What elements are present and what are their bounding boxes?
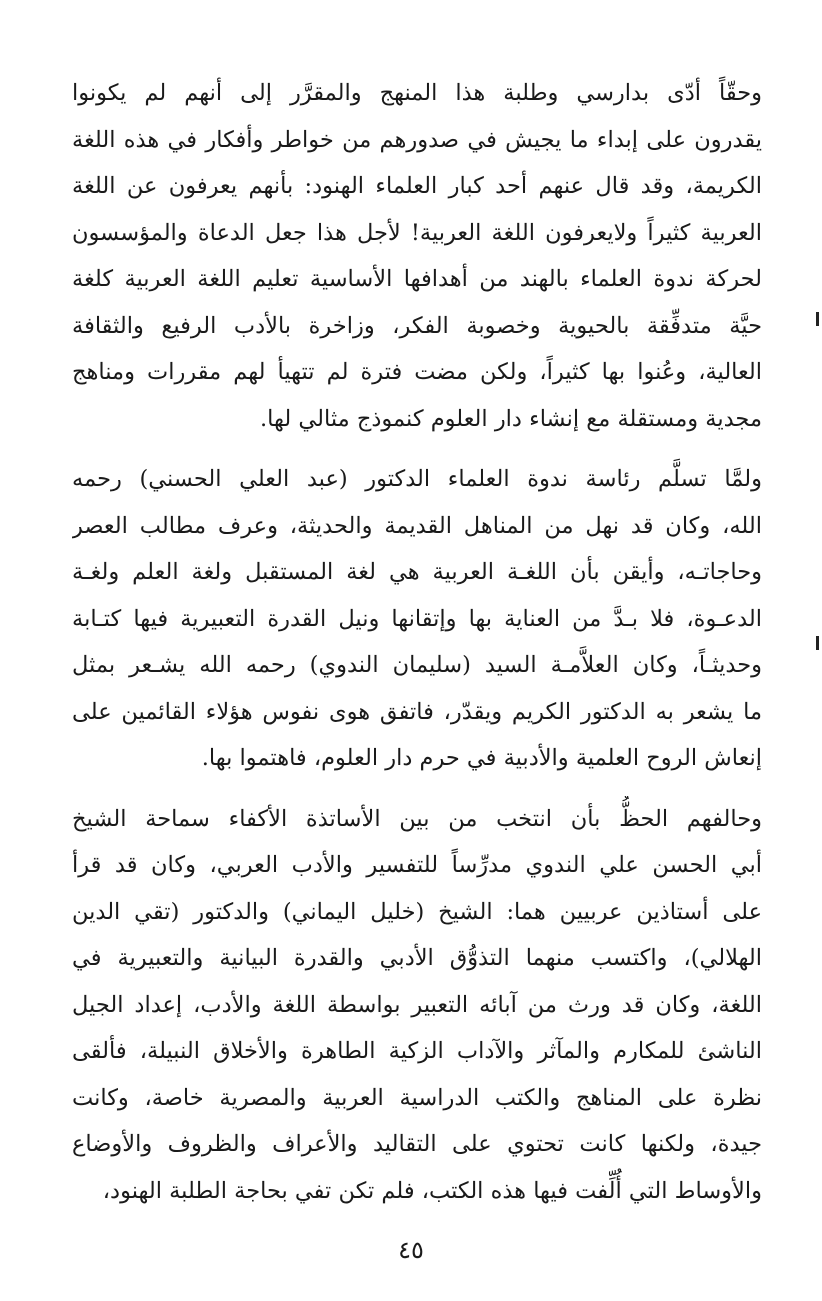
page-number: ٤٥	[398, 1236, 424, 1264]
text-line: مجدية ومستقلة مع إنشاء دار العلوم كنموذج مثالي لها.	[260, 405, 762, 432]
text-line: ما يشعر به الدكتور الكريم ويقدّر، فاتفق هوى نفوس هؤلاء القائمين على	[72, 698, 762, 725]
body-text	[72, 70, 762, 1228]
text-line: على أستاذين عربيين هما: الشيخ (خليل اليماني) والدكتور (تقي الدين	[72, 898, 762, 925]
text-line: وحديثـاً، وكان العلاَّمـة السيد (سليمان الندوي) رحمه الله يشـعر بمثل	[72, 652, 762, 678]
paragraph-1	[72, 70, 762, 442]
text-line: أبي الحسن علي الندوي مدرِّساً للتفسير والأدب العربي، وكان قد قرأ	[72, 852, 762, 878]
text-line: الهلالي)، واكتسب منهما التذوُّق الأدبي والقدرة البيانية والتعبيرية في	[72, 945, 762, 971]
text-line: وحاجاتـه، وأيقن بأن اللغـة العربية هي لغة المستقبل ولغة العلم ولغـة	[72, 559, 762, 585]
text-line: لحركة ندوة العلماء بالهند من أهدافها الأساسية تعليم اللغة العربية كلغة	[72, 266, 762, 292]
text-line: وحالفهم الحظُّ بأن انتخب من بين الأساتذة الأكفاء سماحة الشيخ	[72, 805, 762, 832]
text-line: الله، وكان قد نهل من المناهل القديمة والحديثة، وعرف مطالب العصر	[72, 512, 762, 539]
text-line: العالية، وعُنوا بها كثيراً، ولكن مضت فترة لم تتهيأ لهم مقررات ومناهج	[72, 359, 762, 385]
text-line: إنعاش الروح العلمية والأدبية في حرم دار العلوم، فاهتموا بها.	[201, 745, 762, 771]
text-line: والأوساط التي أُلِّفت فيها هذه الكتب، فلم تكن تفي بحاجة الطلبة الهنود،	[102, 1177, 762, 1204]
text-line: ولمَّا تسلَّم رئاسة ندوة العلماء الدكتور (عبد العلي الحسني) رحمه	[72, 466, 762, 492]
text-line: الكريمة، وقد قال عنهم أحد كبار العلماء الهنود: بأنهم يعرفون عن اللغة	[72, 173, 762, 199]
text-line: الناشئ للمكارم والمآثر والآداب الزكية الطاهرة والأخلاق النبيلة، فألقى	[72, 1038, 762, 1064]
text-line: العربية كثيراً ولايعرفون اللغة العربية! لأجل هذا جعل الدعاة والمؤسسون	[72, 219, 762, 246]
text-line: اللغة، وكان قد ورث من آبائه التعبير بواسطة اللغة والأدب، إعداد الجيل	[72, 991, 762, 1018]
text-line: جيدة، ولكنها كانت تحتوي على التقاليد والأعراف والظروف والأوضاع	[72, 1131, 762, 1157]
margin-mark	[816, 312, 819, 326]
margin-mark	[816, 636, 819, 650]
paragraph-2	[72, 456, 762, 782]
paragraph-3	[72, 796, 762, 1215]
text-line: يقدرون على إبداء ما يجيش في صدورهم من خواطر وأفكار في هذه اللغة	[72, 126, 762, 153]
text-line: نظرة على المناهج والكتب الدراسية العربية والمصرية خاصة، وكانت	[72, 1084, 762, 1111]
text-line: الدعـوة، فلا بـدَّ من العناية بها وإتقانها ونيل القدرة التعبيرية فيها كتـابة	[72, 605, 762, 632]
text-line: وحقّاً أدّى بدارسي وطلبة هذا المنهج والمقرَّر إلى أنهم لم يكونوا	[72, 80, 762, 106]
text-line: حيَّة متدفِّقة بالحيوية وخصوبة الفكر، وزاخرة بالأدب الرفيع والثقافة	[72, 312, 762, 339]
